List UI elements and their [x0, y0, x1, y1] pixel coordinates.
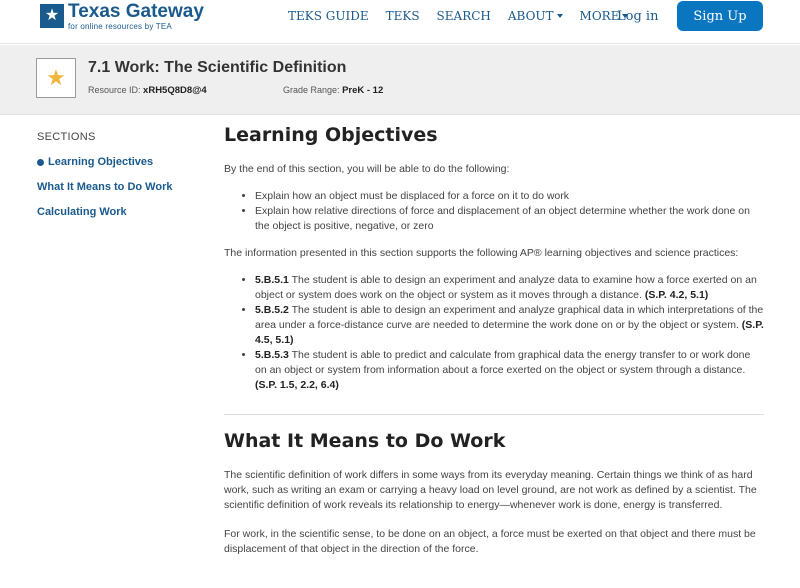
main-nav [288, 9, 645, 23]
logo-star-icon: ★ [40, 4, 64, 28]
list-item: • Explain how an object must be displaced for a force on it to do work [255, 189, 764, 204]
list-item [255, 303, 764, 348]
nav-about-dropdown[interactable] [508, 9, 563, 23]
nav-label: TEKS [385, 9, 420, 23]
resource-header [0, 45, 800, 115]
objective-code: 5.B.5.3 [255, 349, 289, 361]
science-practice: (S.P. 4.5, 5.1) [255, 319, 764, 346]
nav-label: SEARCH [436, 9, 491, 23]
logo-title: Texas Gateway [68, 1, 204, 22]
nav-teks[interactable] [386, 9, 420, 23]
sidebar-item-learning-objectives[interactable] [37, 156, 153, 168]
nav-teks-guide[interactable] [288, 9, 369, 23]
ap-intro-paragraph: The information presented in this section supports the following AP® learning objectives and science practices: [224, 247, 739, 259]
logo-subtitle: for online resources by TEA [68, 22, 172, 31]
grade-range [283, 85, 383, 96]
intro-paragraph: By the end of this section, you will be able to do the following: [224, 163, 510, 175]
science-practice: (S.P. 1.5, 2.2, 6.4) [255, 379, 339, 391]
main-content [224, 124, 764, 557]
science-practice: (S.P. 4.2, 5.1) [644, 289, 709, 301]
top-navbar [0, 0, 800, 44]
sections-heading: SECTIONS [37, 131, 96, 143]
resource-id-label: Resource ID: [88, 85, 141, 95]
resource-id-value: xRH5Q8D8@4 [143, 85, 207, 96]
section-heading-what-it-means: What It Means to Do Work [224, 430, 506, 452]
nav-label: ABOUT [507, 9, 554, 23]
grade-range-value: PreK - 12 [342, 85, 384, 96]
grade-range-label: Grade Range: [283, 85, 340, 95]
nav-label: TEKS GUIDE [288, 9, 369, 23]
texas-gateway-logo[interactable] [40, 2, 204, 32]
work-condition-paragraph: For work, in the scientific sense, to be done on an object, a force must be exerted on that object and there must be displacement of that object in the direction of the force. [224, 528, 756, 555]
logo-text [68, 2, 204, 31]
active-dot-icon [37, 159, 44, 166]
objective-text: The student is able to predict and calculate from graphical data the energy transfer to or work done on an object or system from information about a force exerted on the object or system through a distance. [255, 349, 751, 376]
objective-text: The student is able to design an experiment and analyze data to examine how a force exerted on an object or system does work on the object or system as it moves through a distance. [255, 274, 757, 301]
chevron-down-icon [557, 14, 563, 18]
resource-id [88, 85, 207, 96]
signup-button[interactable]: Sign Up [677, 1, 763, 31]
resource-title: 7.1 Work: The Scientific Definition [88, 59, 347, 76]
list-item: • Explain how relative directions of force and displacement of an object determine whether the work done on the object is positive, negative, or zero [255, 204, 764, 234]
list-item [255, 348, 764, 393]
objective-code: 5.B.5.2 [255, 304, 289, 316]
nav-search[interactable] [437, 9, 491, 23]
objective-bullets [224, 189, 764, 234]
sidebar-item-what-it-means[interactable] [37, 181, 172, 193]
work-definition-paragraph: The scientific definition of work differs in some ways from its everyday meaning. Certain things we think of as hard work, such as writing an exam or carrying a heavy load on level ground, are not work as defined by a scientist. The scientific definition of work reveals its relationship to energy—whenever work is done, energy is transferred. [224, 469, 757, 511]
objective-text: The student is able to design an experiment and analyze graphical data in which interpretations of the area under a force-distance curve are needed to determine the work done on or by the object or system. [255, 304, 764, 331]
section-divider [224, 414, 764, 415]
nav-label: MORE [579, 9, 620, 23]
objective-code: 5.B.5.1 [255, 274, 289, 286]
favorite-star-icon[interactable]: ★ [36, 58, 76, 98]
sidebar-item-label: Learning Objectives [48, 156, 154, 168]
ap-objectives-list [224, 273, 764, 393]
section-heading-learning-objectives: Learning Objectives [224, 124, 438, 146]
sidebar-item-label: Calculating Work [37, 206, 127, 218]
list-item [255, 273, 764, 303]
login-link[interactable]: Log in [617, 9, 659, 24]
sidebar-item-label: What It Means to Do Work [37, 181, 173, 193]
sidebar-item-calculating-work[interactable] [37, 206, 127, 218]
